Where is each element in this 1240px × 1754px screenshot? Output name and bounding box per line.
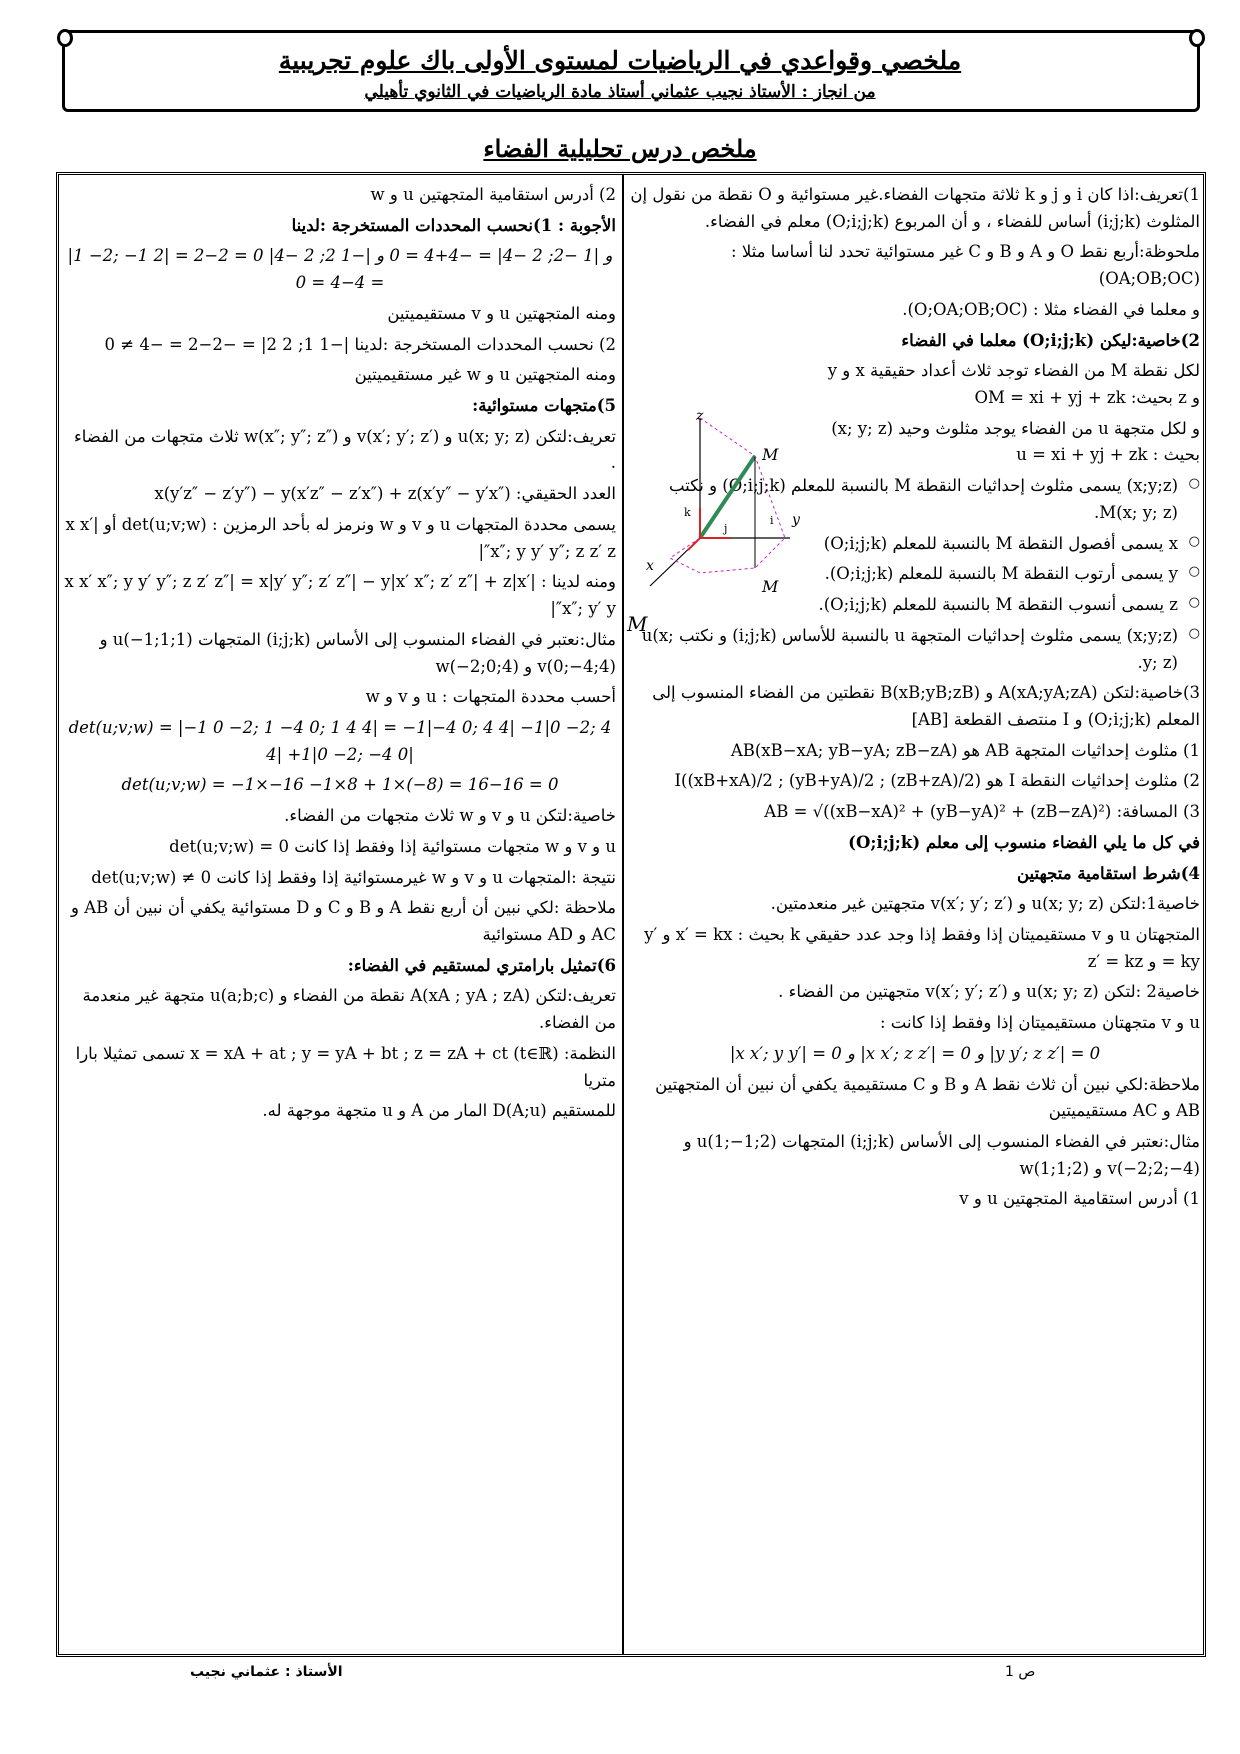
remark-5: ملاحظة :لكي نبين أن أربع نقط A و B و C و D مستوائية يكفي أن نبين أن AB و AC و AD مستوائية [71,898,616,944]
label-z: z [696,408,704,424]
footer-author: الأستاذ : عثماني نجيب [190,1664,343,1680]
property-4-1: خاصية1:لتكن u(x; y; z) و v(x′; y′; z′) متجهتين غير منعدمتين. [770,894,1200,914]
column-divider [622,174,624,1655]
footer-page-number: ص 1 [1005,1664,1036,1680]
om-vector [700,456,755,538]
property-2b: و لكل متجهة u من الفضاء يوجد مثلوث وحيد (x; y; z) بحيث : u = xi + yj + zk [831,418,1200,465]
property-4-2: خاصية2 :لتكن u(x; y; z) و v(x′; y′; z′) متجهتين من الفضاء . [778,982,1200,1002]
remark-4: ملاحظة:لكي نبين أن ثلاث نقط A و B و C مستقيمية يكفي أن نبين أن المتجهتين AB و AC مستقيميتين [655,1074,1200,1121]
determinant-naming: يسمى محددة المتجهات u و v و w ونرمز له بأحد الرمزين : det(u;v;w) أو |x x′ x″; y y′ y″; z z′ z″| [65,514,616,561]
label-m-top: M [762,445,779,464]
remark-1: ملحوظة:أربع نقط O و A و B و C غير مستوائية تحدد لنا أساسا مثلا : (OA;OB;OC) [731,242,1200,289]
parametric-system: النظمة: x = xA + at ; y = yA + bt ; z = zA + ct (t∈ℝ) تسمى تمثيلا بارا متريا [75,1043,616,1090]
section-4-heading: 4)شرط استقامية متجهتين [1017,863,1200,883]
document-title: ملخصي وقواعدي في الرياضيات لمستوى الأولى باك علوم تجريبية [278,46,962,75]
bullet-ordinate: ○ y يسمى أرتوب النقطة M بالنسبة للمعلم (O;i;j;k). [630,561,1200,588]
conclusion-2: ومنه المتجهتين u و w غير مستقيميتين [354,365,616,385]
determinant-expansion: ومنه لدينا : |x x′ x″; y y′ y″; z z′ z″| = x|y′ y″; z′ z″| − y|x′ x″; z′ z″| + z|x′ x″; y′ y″| [64,572,616,619]
property-3-1: 1) مثلوث إحداثيات المتجهة AB هو AB(xB−xA; yB−yA; zB−zA) [730,740,1200,760]
property-2: 2)خاصية:ليكن (O;i;j;k) معلما في الفضاء [901,330,1200,350]
property-2a: لكل نقطة M من الفضاء توجد ثلاث أعداد حقيقية x و y و z بحيث: OM = xi + yj + zk [827,361,1200,408]
bullet-vector-coordinates: ○ (x;y;z) يسمى مثلوث إحداثيات المتجهة u بالنسبة للأساس (i;j;k) و نكتب u(x; y; z). [630,623,1200,676]
left-column [64,182,616,1129]
example-5-calc-b: det(u;v;w) = −1×−16 −1×8 + 1×(−8) = 16−16 = 0 [121,775,559,795]
remark-1b: و معلما في الفضاء مثلا : (O;OA;OB;OC). [902,299,1200,319]
example-5-question: أحسب محددة المتجهات : u و v و w [365,687,616,707]
property-3: 3)خاصية:لتكن A(xA;yA;zA) و B(xB;yB;zB) نقطتين من الفضاء المنسوب إلى المعلم (O;i;j;k) و I منتصف القطعة [AB] [652,683,1200,729]
label-y: y [792,512,800,528]
bullet-coordinates: ○ (x;y;z) يسمى مثلوث إحداثيات النقطة M بالنسبة للمعلم (O;i;j;k) و نكتب M(x; y; z). [630,473,1200,526]
example-5-calc-a: det(u;v;w) = |−1 0 −2; 1 −4 0; 1 4 4| = −1|−4 0; 4 4| −1|0 −2; 4 4| +1|0 −2; −4 0| [68,717,612,764]
question-2: 2) أدرس استقامية المتجهتين u و w [370,185,616,204]
result-5: نتيجة :المتجهات u و v و w غيرمستوائية إذا وفقط إذا كانت det(u;v;w) ≠ 0 [91,867,616,887]
definition-1: 1)تعريف:اذا كان i و j و k ثلاثة متجهات الفضاء.غير مستوائية و O نقطة من نقول إن المثلوث (i;j;k) أساس للفضاء ، و أن المربوع (O;i;j;k) معلم في الفضاء. [630,185,1200,231]
property-4-1b: المتجهتان u و v مستقيميتان إذا وفقط إذا وجد عدد حقيقي k بحيث : x′ = kx و y′ = ky و z′ = kz [644,924,1200,971]
definition-6: تعريف:لتكن A(xA ; yA ; zA) نقطة من الفضاء و u(a;b;c) متجهة غير منعدمة من الفضاء. [82,986,616,1033]
context-note: في كل ما يلي الفضاء منسوب إلى معلم (O;i;j;k) [848,832,1200,852]
label-i: i [770,514,774,527]
parametric-system-end: للمستقيم D(A;u) المار من A و u متجهة موجهة له. [262,1101,616,1121]
right-column [630,182,1200,1217]
example-4: مثال:نعتبر في الفضاء المنسوب إلى الأساس (i;j;k) المتجهات u(1;−1;2) و v(−2;2;−4) و w(1;1;2) [683,1132,1200,1178]
property-4-2b: u و v متجهتان مستقيميتان إذا وفقط إذا كانت : [880,1013,1200,1033]
conclusion-1: ومنه المتجهتين u و v مستقيميتين [387,303,616,323]
axes-figure [640,408,810,608]
bullet-altitude: ○ z يسمى أنسوب النقطة M بالنسبة للمعلم (O;i;j;k). [630,592,1200,619]
example-4-question-1: 1) أدرس استقامية المتجهتين u و v [959,1189,1200,1209]
document-subtitle: من انجاز : الأستاذ نجيب عثماني أستاذ مادة الرياضيات في الثانوي تأهيلي [364,82,876,102]
label-k: k [684,506,691,519]
label-m-side: M [627,612,648,636]
label-m-bottom: M [762,577,779,596]
property-5b: u و v و w متجهات مستوائية إذا وفقط إذا كانت det(u;v;w) = 0 [169,836,616,856]
property-4-2-equation: |x x′; y y′| = 0 و |x x′; z z′| = 0 و |y y′; z z′| = 0 [729,1043,1101,1063]
answers-heading: الأجوبة : 1)نحسب المحددات المستخرجة :لدينا [291,215,616,235]
property-3-3: 3) المسافة: AB = √((xB−xA)² + (yB−yA)² + (zB−zA)²) [764,802,1200,822]
label-j: j [724,522,728,535]
answer-2: 2) نحسب المحددات المستخرجة :لدينا |−1 1; 2 2| = −2−2 = −4 ≠ 0 [104,334,616,354]
section-5-heading: 5)متجهات مستوائية: [472,396,616,416]
section-6-heading: 6)تمثيل بارامتري لمستقيم في الفضاء: [347,955,616,975]
bullet-abscissa: ○ x يسمى أفصول النقطة M بالنسبة للمعلم (O;i;j;k) [630,531,1200,558]
property-5: خاصية:لتكن u و v و w ثلاث متجهات من الفضاء. [284,806,616,826]
label-x: x [646,558,654,574]
property-3-2: 2) مثلوث إحداثيات النقطة I هو I((xB+xA)/2 ; (yB+yA)/2 ; (zB+zA)/2) [674,771,1200,791]
example-5: مثال:نعتبر في الفضاء المنسوب إلى الأساس (i;j;k) المتجهات u(−1;1;1) و v(0;−4;4) و w(−2;0;4) [99,629,616,676]
lesson-title: ملخص درس تحليلية الفضاء [483,134,757,163]
definition-5: تعريف:لتكن u(x; y; z) و v(x′; y′; z′) و w(x″; y″; z″) ثلاث متجهات من الفضاء . [73,426,616,473]
real-number: العدد الحقيقي: x(y′z″ − z′y″) − y(x′z″ − z′x″) + z(x′y″ − y′x″) [154,484,616,504]
determinants-1: |1 −2; −1 2| = 2−2 = 0 و |1 −2; 2 −4| = −4+4 = 0 و |−1 2; 2 −4| = 4−4 = 0 [67,246,613,293]
